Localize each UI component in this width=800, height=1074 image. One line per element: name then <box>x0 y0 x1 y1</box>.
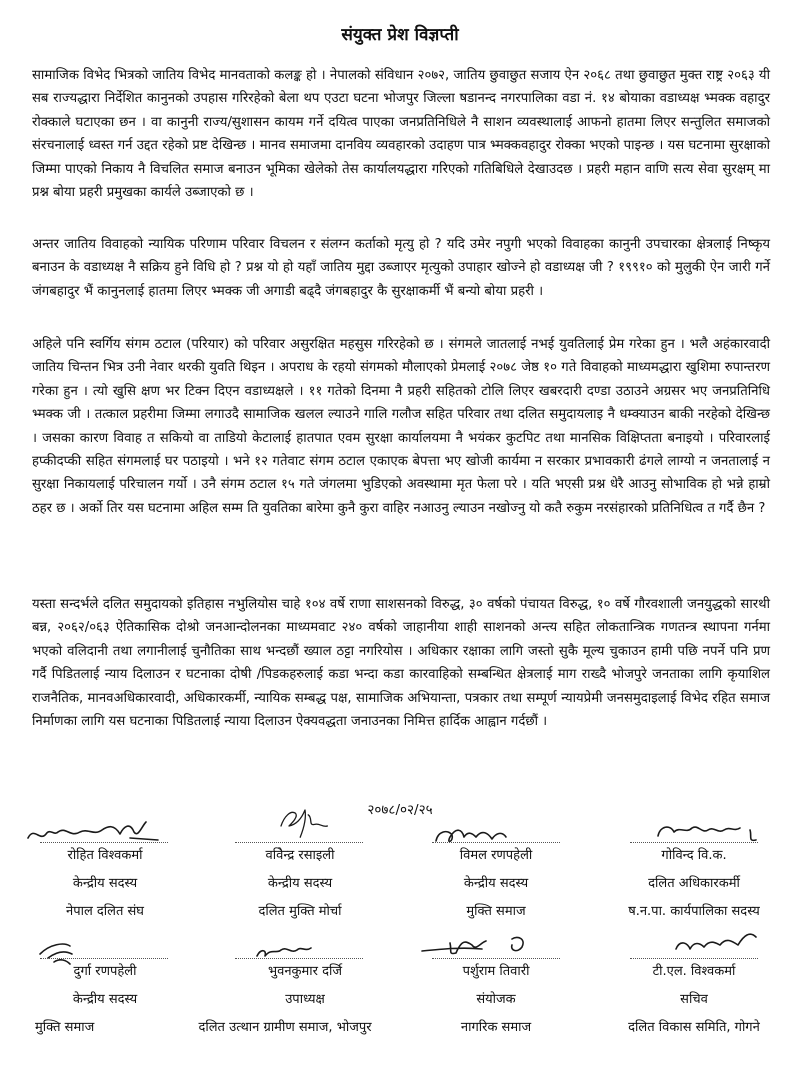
signatory-role: केन्द्रीय सदस्य <box>463 876 529 891</box>
signatory-8 <box>594 958 794 1042</box>
signatory-org: ष.न.पा. कार्यपालिका सदस्य <box>628 904 760 919</box>
signatory-org: दलित उत्थान ग्रामीण समाज, भोजपुर <box>198 1020 372 1035</box>
signatory-role: सचिव <box>680 992 708 1007</box>
signatory-2 <box>200 842 400 926</box>
signatory-6 <box>200 958 410 1042</box>
signatory-org: नागरिक समाज <box>460 1020 532 1035</box>
signatory-org: मुक्ति समाज <box>35 1020 95 1035</box>
signatory-role: केन्द्रीय सदस्य <box>267 876 333 891</box>
paragraph-1: सामाजिक विभेद भित्रको जातिय विभेद मानवताको कलङ्क हो । नेपालको संविधान २०७२, जातिय छुवाछुत सजाय ऐन २०६८ तथा छुवाछुत मुक्त राष्ट्र २०६३ यी सब राज्यद्धारा निर्देशित कानुनको उपहास गरिरहेको बेला थप एउटा घटना भोजपुर जिल्ला षडानन्द नगरपालिका वडा नं. १४ बोयाका वडाध्यक्ष भ्मक्क वहादुर रोक्काले घटाएका छन । वा कानुनी राज्य/सुशासन कायम गर्ने दयित्व पाएका जनप्रतिनिधिले नै साशन व्यवस्थालाई आफनो हातमा लिएर सन्तुलित समाजको संरचनालाई ध्वस्त गर्न उद्दत रहेको प्रष्ट देखिन्छ । मानव समाजमा दानविय व्यवहारको उदाहण पात्र भ्मक्कवहादुर रोक्का भएको पाइन्छ । यस घटनामा सुरक्षाको जिम्मा पाएको निकाय नै विचलित समाज बनाउन भूमिका खेलेको तेस कार्यालयद्धारा गरिएको गतिबिधिले देखाउदछ । प्रहरी महान वाणि सत्य सेवा सुरक्षम् मा प्रश्न बोया प्रहरी प्रमुखका कार्यले उब्जाएको छ । <box>32 68 770 201</box>
signatory-role: दलित अधिकारकर्मी <box>648 876 740 891</box>
signatory-name: गोविन्द वि.क. <box>661 848 727 863</box>
signatory-name: रोहित विश्वकर्मा <box>67 848 143 863</box>
signatory-role: संयोजक <box>476 992 516 1007</box>
signatory-3 <box>396 842 596 926</box>
signatory-org: मुक्ति समाज <box>466 904 526 919</box>
signatory-4 <box>594 842 794 926</box>
paragraph-2: अन्तर जातिय विवाहको न्यायिक परिणाम परिवार विचलन र संलग्न कर्ताको मृत्यु हो ? यदि उमेर नपुगी भएको विवाहका कानुनी उपचारका क्षेत्रलाई निष्कृय बनाउन के वडाध्यक्ष नै सक्रिय हुने विधि हो ? प्रश्न यो हो यहाँ जातिय मुद्दा उब्जाएर मृत्युको उपाहार खोज्ने हो वडाध्यक्ष जी ? १९९१० को मुलुकी ऐन जारी गर्ने जंगबहादुर भैं कानुनलाई हातमा लिएर भ्मक्क जी अगाडी बढ्दै जंगबहादुर कै सुरक्षाकर्मी भैं बन्यो बोया प्रहरी । <box>32 237 770 299</box>
signatory-name: दुर्गा रणपहेली <box>73 964 137 979</box>
signature-2 <box>205 802 405 842</box>
signatory-name: विमल रणपहेली <box>459 848 533 863</box>
signatory-name: पर्शुराम तिवारी <box>462 964 530 979</box>
signatory-org: दलित विकास समिति, गोगने <box>628 1020 760 1035</box>
document-title: संयुक्त प्रेश विज्ञप्ती <box>341 25 459 45</box>
signatory-org: नेपाल दलित संघ <box>65 904 144 919</box>
signatory-7 <box>396 958 596 1042</box>
signatory-role: केन्द्रीय सदस्य <box>72 876 138 891</box>
signatory-role: केन्द्रीय सदस्य <box>72 992 138 1007</box>
signatory-1 <box>5 842 205 926</box>
signatory-name: भुवनकुमार दर्जि <box>267 964 343 979</box>
signatory-org: दलित मुक्ति मोर्चा <box>258 904 342 919</box>
signatory-name: टी.एल. विश्वकर्मा <box>652 964 736 979</box>
signatory-role: उपाध्यक्ष <box>285 992 325 1007</box>
signatory-name: ववेिन्द्र रसाइली <box>265 848 335 863</box>
paragraph-4: यस्ता सन्दर्भले दलित समुदायको इतिहास नभुलियोस चाहे १०४ वर्षे राणा साशसनको विरुद्ध, ३० वर्षको पंचायत विरुद्ध, १० वर्षे गौरवशाली जनयुद्धको सारथी बन्न, २०६२/०६३ ऐतिकासिक दोश्रो जनआन्दोलनका माध्यमवाट २४० वर्षको जाहानीया शाही साशनको अन्त्य सहित लोकतान्त्रिक गणतन्त्र स्थापना गर्नमा भएको वलिदानी तथा लगानीलाई चुनौतिका साथ भन्दछौं ख्याल ठट्टा नगरियोस । अधिकार रक्षाका लागि जस्तो सुकै मूल्य चुकाउन हामी पछि नपर्ने पनि प्रण गर्दै पिडितलाई न्याय दिलाउन र घटनाका दोषी /पिडकहरुलाई कडा भन्दा कडा कारवाहिको सम्बन्धित क्षेत्रलाई माग राख्दै भोजपुरे जनताका लागि कृयाशिल राजनैतिक, मानवअधिकारवादी, अधिकारकर्मी, न्यायिक सम्बद्ध पक्ष, सामाजिक अभियान्ता, पत्रकार तथा सम्पूर्ण न्यायप्रेमी जनसमुदाइलाई विभेद रहित समाज निर्माणका लागि यस घटनाका पिडितलाई न्याया दिलाउन ऐक्यवद्धता जनाउनका निमित्त हार्दिक आह्वान गर्दछौं । <box>32 597 770 730</box>
document-date: २०७८/०२/२५ <box>367 802 433 818</box>
paragraph-3: अहिले पनि स्वर्गिय संगम ठटाल (परियार) को परिवार असुरक्षित महसुस गरिरहेको छ । संगमले जातलाई नभई युवतिलाई प्रेम गरेका हुन । भलै अहंकारवादी जातिय चिन्तन भित्र उनी नेवार थरकी युवति थिइन । अपराध के रहयो संगमको मौलाएको प्रेमलाई २०७८ जेष्ठ १० गते विवाहको माध्यमद्धारा खुशिमा रुपान्तरण गरेका हुन । त्यो खुसि क्षण भर टिक्न दिएन वडाध्यक्षले । ११ गतेको दिनमा नै प्रहरी सहितको टोलि लिएर खबरदारी दण्डा उठाउने अग्रसर भए जनप्रतिनिधि भ्मक्क जी । तत्काल प्रहरीमा जिम्मा लगाउदै सामाजिक खलल ल्याउने गालि गलौज सहित परिवार तथा दलित समुदायलाइ नै धम्क्याउन बाकी नरहेको देखिन्छ । जसका कारण विवाह त सकियो वा ताडियो केटालाई हातपात एवम सुरक्षा कार्यालयमा नै भयंकर कुटपिट तथा मानसिक विक्षिप्तता बनाइयो । परिवारलाई हप्कीदप्की सहित संगमलाई घर पठाइयो । भने १२ गतेवाट संगम ठटाल एकाएक बेपत्ता भए खोजी कार्यमा न सरकार प्रभावकारी ढंगले लाग्यो न जनतालाई न सुरक्षा निकायलाई परिचालन गर्यो । उनै संगम ठटाल १५ गते जंगलमा भुडिएको अवस्थामा मृत फेला परे । यति भएसी प्रश्न धेरै आउनु सोभाविक हो भन्ने हाम्रो ठहर छ । अर्को तिर यस घटनामा अहिल सम्म ति युवतिका बारेमा कुनै कुरा वाहिर नआउनु ल्याउन नखोज्नु यो कतै रुकुम नरसंहारको प्रतिनिधित्व त गर्दै छैन ? <box>32 337 770 516</box>
